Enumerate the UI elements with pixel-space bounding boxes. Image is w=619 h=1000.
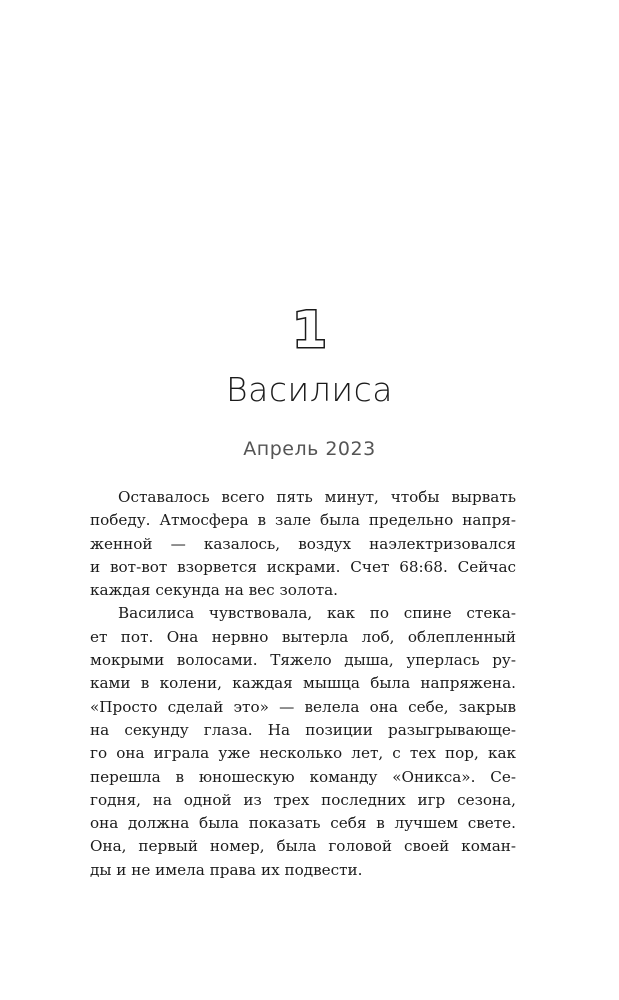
text-line: женной — казалось, воздух наэлектризовался [90, 534, 516, 553]
text-line: и вот-вот взорвется искрами. Счет 68:68. Сейчас [90, 557, 516, 576]
paragraph [90, 602, 516, 882]
chapter-number: 1 [292, 301, 327, 359]
text-line: годня, на одной из трех последних игр сезона, [90, 790, 516, 809]
body-text [90, 486, 516, 882]
text-line: го она играла уже несколько лет, с тех пор, как [90, 744, 516, 763]
text-line: Оставалось всего пять минут, чтобы вырвать [118, 488, 516, 506]
text-line: она должна была показать себя в лучшем свете. [90, 814, 516, 833]
text-line: каждая секунда на вес золота. [90, 581, 338, 600]
paragraph [90, 486, 516, 602]
text-line: «Просто сделай это» — велела она себе, закрыв [90, 697, 516, 716]
text-line: победу. Атмосфера в зале была предельно напря- [90, 511, 516, 530]
text-line: ет пот. Она нервно вытерла лоб, облепленный [90, 627, 516, 646]
chapter-title: Василиса [226, 370, 393, 409]
chapter-date: Апрель 2023 [243, 438, 376, 460]
text-line: ды и не имела права их подвести. [90, 860, 363, 879]
text-line: Она, первый номер, была головой своей коман- [90, 837, 516, 856]
text-line: ками в колени, каждая мышца была напряжена. [90, 674, 516, 693]
text-line: Василиса чувствовала, как по спине стека- [118, 604, 516, 623]
text-line: мокрыми волосами. Тяжело дыша, уперлась ру- [90, 651, 516, 670]
text-line: на секунду глаза. На позиции разыгрывающе- [90, 720, 516, 739]
text-line: перешла в юношескую команду «Оникса». Се- [90, 767, 516, 786]
